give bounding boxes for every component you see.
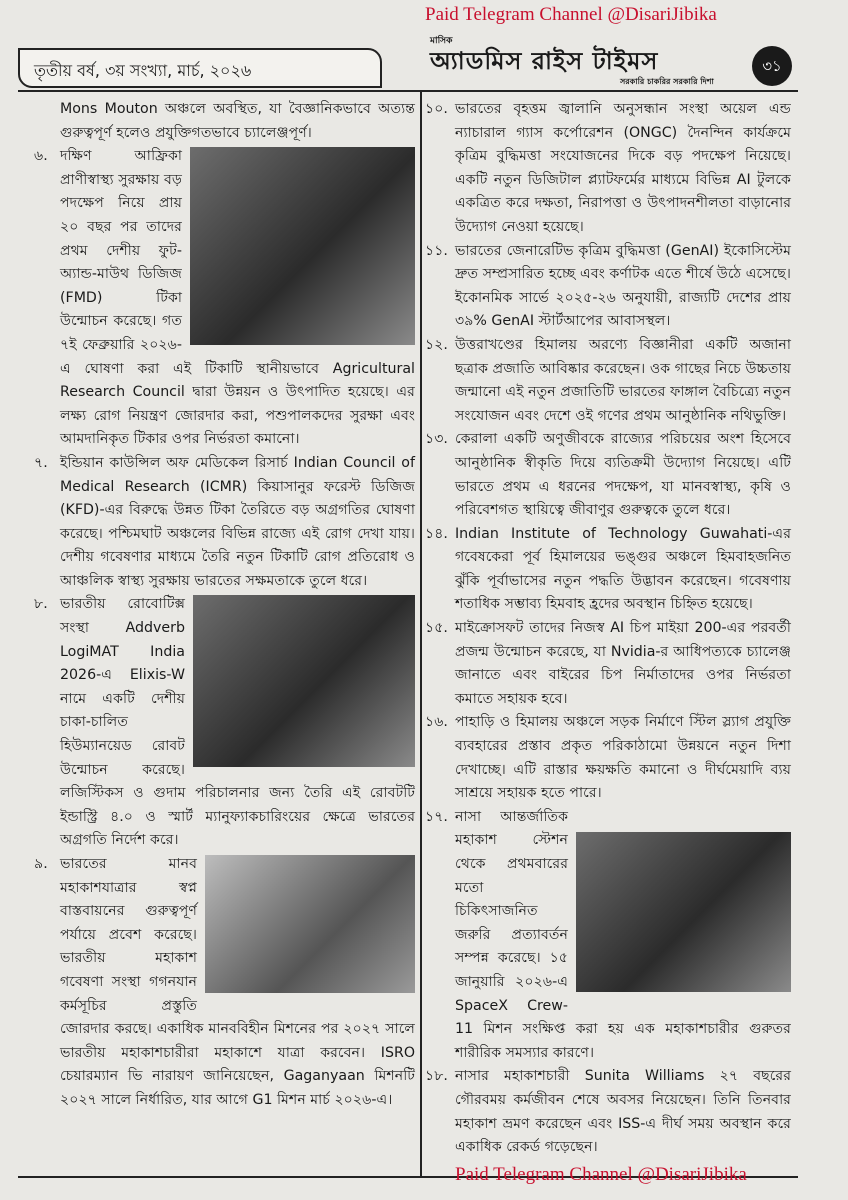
- news-item-8: ৮. ভারতীয় রোবোটিক্স সংস্থা Addverb LogiMAT India 2026-এ Elixis-W নামে একটি দেশীয় চাকা-চালিত হিউম্যানয়েড রোবট উন্মোচন করেছে। লজিস্টিকস ও গুদাম পরিচালনার জন্য তৈরি এই রোবটটি ইন্ডাস্ট্রি ৪.০ ও স্মার্ট ম্যানুফ্যাকচারিংয়ের ক্ষেত্রে ভারতের অগ্রগতি নির্দেশ করে।: [34, 596, 415, 849]
- news-item-17: ১৭. নাসা আন্তর্জাতিক মহাকাশ স্টেশন থেকে প্রথমবারের মতো চিকিৎসাজনিত জরুরি প্রত্যাবর্তন সম্পন্ন করেছে। ১৫ জানুয়ারি ২০২৬-এ SpaceX Crew-11 মিশন সংক্ষিপ্ত করা হয় এক মহাকাশচারীর গুরুতর শারীরিক সমস্যার কারণে।: [425, 808, 791, 1061]
- news-item-6: ৬. দক্ষিণ আফ্রিকা প্রাণীস্বাস্থ্য সুরক্ষায় বড় পদক্ষেপ নিয়ে প্রায় ২০ বছর পর তাদের প্রথম দেশীয় ফুট-অ্যান্ড-মাউথ ডিজিজ (FMD) টিকা উন্মোচন করেছে। গত ৭ই ফেব্রুয়ারি ২০২৬-এ ঘোষণা করা এই টিকাটি স্থানীয়ভাবে Agricultural Research Council দ্বারা উন্নয়ন ও উৎপাদিত হয়েছে। এর লক্ষ্য রোগ নিয়ন্ত্রণ জোরদার করা, পশুপালকদের সুরক্ষা এবং আমদানিকৃত টিকার ওপর নির্ভরতা কমানো।: [34, 148, 415, 448]
- issue-info: তৃতীয় বর্ষ, ৩য় সংখ্যা, মার্চ, ২০২৬: [34, 61, 252, 80]
- right-column: [425, 98, 791, 1186]
- news-item-7: ৭. ইন্ডিয়ান কাউন্সিল অফ মেডিকেল রিসার্চ Indian Council of Medical Research (ICMR) কিয়াসানুর ফরেস্ট ডিজিজ (KFD)-এর বিরুদ্ধে উন্নত টিকা তৈরিতে বড় অগ্রগতির ঘোষণা করেছে। পশ্চিমঘাট অঞ্চলের বিভিন্ন রাজ্যে এই রোগ দেখা যায়। দেশীয় গবেষণার মাধ্যমে তৈরি নতুন টিকাটি রোগ প্রতিরোধ ও আঞ্চলিক স্বাস্থ্য সুরক্ষায় ভারতের সক্ষমতাকে তুলে ধরে।: [34, 454, 415, 589]
- intro-text: Mons Mouton অঞ্চলে অবস্থিত, যা বৈজ্ঞানিকভাবে অত্যন্ত গুরুত্বপূর্ণ হলেও প্রযুক্তিগতভাবে চ্যালেঞ্জপূর্ণ।: [60, 101, 415, 141]
- news-item-15: ১৫. মাইক্রোসফট তাদের নিজস্ব AI চিপ মাইয়া 200-এর পরবর্তী প্রজন্ম উন্মোচন করেছে, যা Nvidia-র আধিপত্যকে চ্যালেঞ্জ জানাতে এবং বাইরের চিপ নির্মাতাদের ওপর নির্ভরতা কমাতে সহায়ক হবে।: [425, 620, 791, 707]
- header-divider: [18, 90, 798, 92]
- news-item-11: ১১. ভারতের জেনারেটিভ কৃত্রিম বুদ্ধিমত্তা (GenAI) ইকোসিস্টেম দ্রুত সম্প্রসারিত হচ্ছে এবং কর্ণাটক এতে শীর্ষে উঠে এসেছে। ইকোনমিক সার্ভে ২০২৫-২৬ অনুযায়ী, রাজ্যটি দেশের প্রায় ৩৯% GenAI স্টার্টআপের আবাসস্থল।: [425, 242, 791, 330]
- news-item-14: ১৪. Indian Institute of Technology Guwahati-এর গবেষকেরা পূর্ব হিমালয়ের ভঙ্গুর অঞ্চলে হিমবাহজনিত ঝুঁকি পূর্বাভাসের নতুন পদ্ধতি উদ্ভাবন করেছেন। গবেষণায় শতাধিক সম্ভাব্য হিমবাহ হ্রদের অবস্থান চিহ্নিত হয়েছে।: [425, 525, 791, 613]
- issue-banner: [18, 48, 382, 88]
- watermark-top: Paid Telegram Channel @DisariJibika: [425, 4, 717, 25]
- news-item-13: ১৩. কেরালা একটি অণুজীবকে রাজ্যের পরিচয়ের অংশ হিসেবে আনুষ্ঠানিক স্বীকৃতি দিয়ে ব্যতিক্রমী উদ্যোগ নিয়েছে। এটি ভারতে প্রথম এ ধরনের পদক্ষেপ, যা মানবস্বাস্থ্য, কৃষি ও পরিবেশগত স্থায়িত্বে জীবাণুর গুরুত্বকে তুলে ধরে।: [425, 431, 791, 519]
- news-item-10: ১০. ভারতের বৃহত্তম জ্বালানি অনুসন্ধান সংস্থা অয়েল এন্ড ন্যাচারাল গ্যাস কর্পোরেশন (ONGC) দৈনন্দিন কার্যক্রমে কৃত্রিম বুদ্ধিমত্তা সংযোজনের দিকে বড় পদক্ষেপ নিয়েছে। একটি নতুন ডিজিটাল প্ল্যাটফর্মের মাধ্যমে বিভিন্ন AI টুলকে একত্রিত করে দক্ষতা, নিরাপত্তা ও উৎপাদনশীলতা বাড়ানোর উদ্যোগ নেওয়া হয়েছে।: [425, 101, 791, 235]
- astronauts-photo: [576, 832, 791, 992]
- watermark-bottom: Paid Telegram Channel @DisariJibika: [455, 1163, 747, 1185]
- news-item-12: ১২. উত্তরাখণ্ডের হিমালয় অরণ্যে বিজ্ঞানীরা একটি অজানা ছত্রাক প্রজাতি আবিষ্কার করেছেন। ওক গাছের নিচে উচ্চতায় জন্মানো এই নতুন প্রজাতিটি ভারতের ফাঙ্গাল বৈচিত্র্যে নতুন সংযোজন এবং দেশে ওই গণের প্রথম আনুষ্ঠানিক নথিভুক্তি।: [425, 336, 791, 424]
- left-column: [34, 98, 415, 1113]
- masthead-tagline: সরকারি চাকরির সরকারি দিশা: [620, 77, 714, 86]
- page-number: ৩১: [752, 46, 792, 86]
- column-divider: [420, 92, 422, 1177]
- news-item-9: ৯. ভারতের মানব মহাকাশযাত্রার স্বপ্ন বাস্তবায়নের গুরুত্বপূর্ণ পর্যায়ে প্রবেশ করেছে। ভারতীয় মহাকাশ গবেষণা সংস্থা গগনযান কর্মসূচির প্রস্তুতি জোরদার করছে। একাধিক মানববিহীন মিশনের পর ২০২৭ সালে ভারতীয় মহাকাশচারীরা মহাকাশে যাত্রা করবেন। ISRO চেয়ারম্যান ভি নারায়ণ জানিয়েছেন, Gaganyaan মিশনটি ২০২৭ সালে নির্ধারিত, যার আগে G1 মিশন মার্চ ২০২৬-এ।: [34, 856, 415, 1108]
- masthead-title: অ্যাডমিস রাইস টাইমস: [430, 47, 659, 75]
- masthead: [430, 36, 750, 88]
- news-item-16: ১৬. পাহাড়ি ও হিমালয় অঞ্চলে সড়ক নির্মাণে স্টিল স্ল্যাগ প্রযুক্তি ব্যবহারের প্রস্তাব প্রকৃত পরিকাঠামো উন্নয়নে নতুন দিশা দেখাচ্ছে। এটি রাস্তার ক্ষয়ক্ষতি কমানো ও দীর্ঘমেয়াদি ব্যয় সাশ্রয়ে সহায়ক হতে পারে।: [425, 714, 791, 802]
- masthead-prefix: মাসিক: [430, 36, 453, 46]
- news-item-18: ১৮. নাসার মহাকাশচারী Sunita Williams ২৭ বছরের গৌরবময় কর্মজীবন শেষে অবসর নিয়েছেন। তিনি তিনবার মহাকাশ ভ্রমণ করেছেন এবং ISS-এ দীর্ঘ সময় অবস্থান করে একাধিক রেকর্ড গড়েছেন।: [425, 1068, 791, 1156]
